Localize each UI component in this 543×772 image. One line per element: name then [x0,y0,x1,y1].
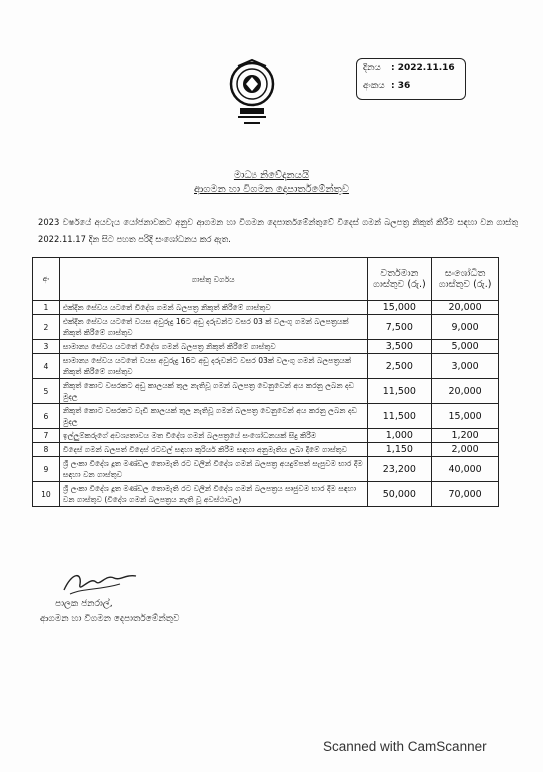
row-current-fee: 1,000 [367,429,432,443]
date-value: : 2022.11.16 [391,63,455,73]
row-revised-fee: 15,000 [432,404,499,429]
row-fee-type: ඉල්ලුම්කරුගේ අවශ්‍යතාවය මත විදේශ ගමන් බලපත්‍රයේ සංශෝධනයක් සිදු කිරීම [59,429,367,443]
table-row [33,429,499,443]
table-row [33,301,499,315]
fee-table [32,257,499,507]
row-fee-type: එක්දින සේවය යටතේ වයස අවුරුදු 16ට අඩු දරුවන්ට වසර 03 ක් වලංගු ගමන් බලපත්‍රයක් නිකුත් කිරීමේ ගාස්තුව [59,315,367,340]
row-number: 8 [33,443,60,457]
row-current-fee: 23,200 [367,457,432,482]
number-label: අංකය [363,81,385,91]
row-revised-fee: 5,000 [432,340,499,354]
row-revised-fee: 2,000 [432,443,499,457]
table-body [33,301,499,507]
header-revised: සංශෝධිත ගාස්තුව (රු.) [432,258,499,301]
reference-box [356,58,466,100]
row-current-fee: 50,000 [367,482,432,507]
table-row [33,354,499,379]
number-row [363,77,465,95]
header-no: අං [33,258,60,301]
row-current-fee: 3,500 [367,340,432,354]
row-current-fee: 7,500 [367,315,432,340]
row-current-fee: 1,150 [367,443,432,457]
row-fee-type: සාමාන්‍ය සේවය යටතේ විදේශ ගමන් බලපත්‍ර නිකුත් කිරීමේ ගාස්තුව [59,340,367,354]
document-subtitle: ආගමන හා විගමන දෙපාර්තමේන්තුව [194,184,349,195]
row-current-fee: 11,500 [367,404,432,429]
date-label: දිනය [363,63,381,73]
row-revised-fee: 3,000 [432,354,499,379]
intro-paragraph: 2023 වර්ෂයේ අයවැය යෝජනාවකට අනුව ආගමන හා විගමන දෙපාර්තමේන්තුවේ විදෙස් ගමන් බලපත්‍ර නිකුත් කිරීම සඳහා වන ගාස්තු 2022.11.17 දින සිට පහත පරිදි සංශෝධනය කර ඇත. [38,217,518,244]
row-fee-type: ශ්‍රී ලංකා විදේශ දූත මණ්ඩල තොමැති රට වලින් විදේශ ගමන් බලපත්‍රය සෘජුවම භාර දීම සඳහා වන ගාස්තුව (විදේශ ගමන් බලපත්‍රය නැති වූ අවස්ථාවල) [59,482,367,507]
scanner-watermark: Scanned with CamScanner [323,739,487,754]
table-row [33,379,499,404]
row-number: 1 [33,301,60,315]
number-value: : 36 [391,81,411,91]
row-revised-fee: 9,000 [432,315,499,340]
signatory-department: ආගමන හා විගමන දෙපාර්තමේන්තුව [40,614,180,624]
table-row [33,443,499,457]
table-row [33,457,499,482]
row-revised-fee: 70,000 [432,482,499,507]
row-revised-fee: 20,000 [432,379,499,404]
sri-lanka-emblem-icon [228,58,276,130]
row-number: 9 [33,457,60,482]
row-fee-type: එක්දින සේවය යටතේ විදේශ ගමන් බලපත්‍ර නිකුත් කිරීමේ ගාස්තුව [59,301,367,315]
row-number: 7 [33,429,60,443]
date-row [363,59,465,77]
row-fee-type: නිකුත් කොට වසරකට වැඩි කාලයක් තුල නැතිවූ ගමන් බලපත්‍ර වෙනුවෙන් අය කරනු ලබන දඩ මුදල [59,404,367,429]
signatory-title: පාලක ජනරාල්, [55,599,113,609]
document-title: මාධ්‍ය නිවේදනයයි [233,170,310,181]
row-fee-type: ශ්‍රී ලංකා විදේශ දූත මණ්ඩල තොමැති රට වලින් විදේශ ගමන් බලපත්‍ර අයදුම්පත් සැපුවම භාර දීම සඳහා වන ගාස්තුව [59,457,367,482]
row-fee-type: සාමාන්‍ය සේවය යටතේ වයස අවුරුදු 16ට අඩු දරුවන්ට වසර 03ක් වලංගු ගමන් බලපත්‍රයක් නිකුත් කිරීමේ ගාස්තුව [59,354,367,379]
header-type: ගාස්තු වර්ගය [59,258,367,301]
row-revised-fee: 1,200 [432,429,499,443]
row-current-fee: 15,000 [367,301,432,315]
row-number: 6 [33,404,60,429]
row-current-fee: 11,500 [367,379,432,404]
row-number: 10 [33,482,60,507]
table-row [33,482,499,507]
row-number: 3 [33,340,60,354]
table-row [33,404,499,429]
table-header-row [33,258,499,301]
row-revised-fee: 20,000 [432,301,499,315]
row-fee-type: නිකුත් කොට වසරකට අඩු කාලයක් තුල නැතිවූ ගමන් බලපත්‍ර වෙනුවෙන් අය කරනු ලබන දඩ මුදල [59,379,367,404]
row-number: 4 [33,354,60,379]
header-current: වර්තමාන ගාස්තුව (රු.) [367,258,432,301]
row-current-fee: 2,500 [367,354,432,379]
table-row [33,340,499,354]
row-fee-type: විදෙස් ගමන් බලපත් විදෙස් රටවල් සඳහා කුරියර් කිරීම සඳහා අනුමැතිය ලබා දීමේ ගාස්තුව [59,443,367,457]
table-row [33,315,499,340]
row-revised-fee: 40,000 [432,457,499,482]
row-number: 2 [33,315,60,340]
signature-mark [60,568,140,598]
row-number: 5 [33,379,60,404]
